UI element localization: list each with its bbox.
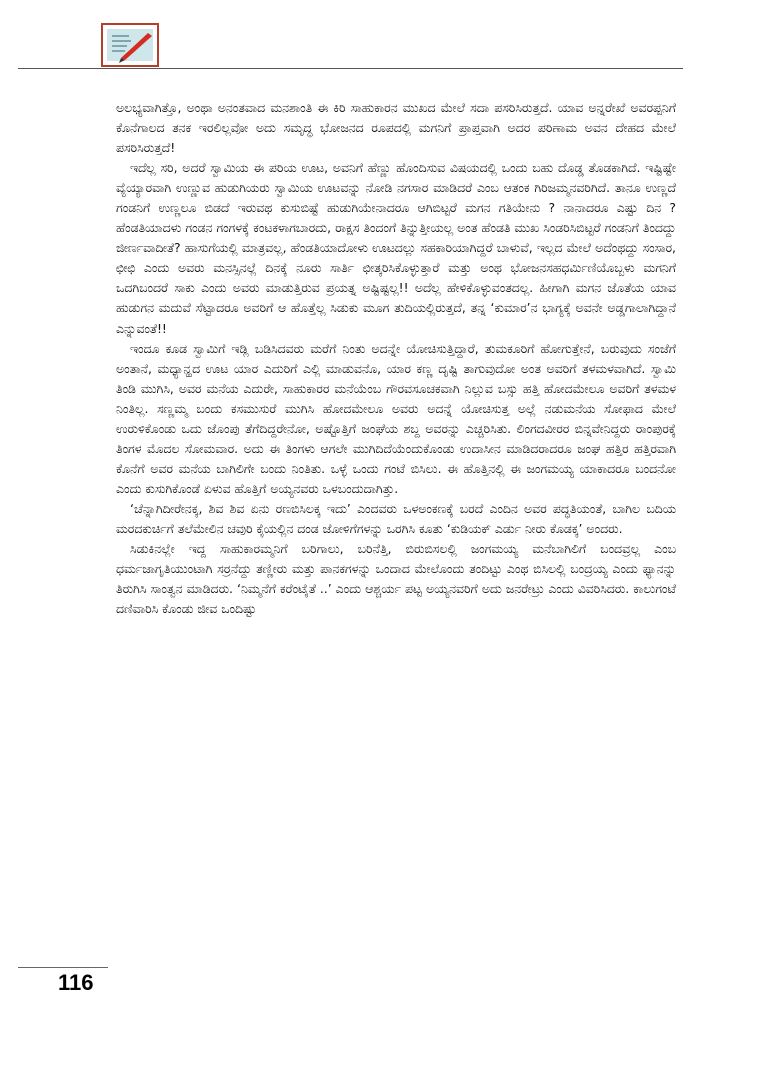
- paragraph: ಇದೆಲ್ಲ ಸರಿ, ಅದರೆ ಸ್ವಾಮಿಯ ಈ ಪರಿಯ ಊಟ, ಅವನಿಗೆ ಹೆಣ್ಣು ಹೊಂದಿಸುವ ವಿಷಯದಲ್ಲಿ ಒಂದು ಬಹು ದೊಡ್ಡ ತೊಡಕಾಗಿದೆ. ಇಷ್ಟಿಷ್ಟೇ ವ್ಯೆಯ್ಯಾರವಾಗಿ ಉಣ್ಣುವ ಹುಡುಗಿಯರು ಸ್ವಾಮಿಯ ಊಟವನ್ನು ನೋಡಿ ನಗಸಾರ ಮಾಡಿದರೆ ಎಂಬ ಆತಂಕ ಗಿರಿಜಮ್ಮನವರಿಗಿದೆ. ತಾನೂ ಉಣ್ಣದೆ ಗಂಡನಿಗೆ ಉಣ್ಣಲೂ ಬಿಡದೆ ಇರುವಥ ಕುಸುಬಿಷ್ಟೆ ಹುಡುಗಿಯೇನಾದರೂ ಆಗಿಬಿಟ್ಟರೆ ಮಗನ ಗತಿಯೇನು ? ನಾನಾದರೂ ಎಷ್ಟು ದಿನ ? ಹೆಂಡತಿಯಾದಳು ಗಂಡನ ಗಂಗಳಕ್ಕೆ ಕಂಟಕಳಾಗಬಾರದು, ರಾಕ್ಷಸ ತಿಂದಂಗೆ ತಿನ್ನುತ್ತೀಯಲ್ಲ ಅಂತ ಹೆಂಡತಿ ಮುಖ ಸಿಂಡರಿಸಿಬಿಟ್ಟರೆ ಗಂಡನಿಗೆ ತಿಂದದ್ದು ಜೀರ್ಣವಾದೀತೆ? ಹಾಸುಗೆಯಲ್ಲಿ ಮಾತ್ರವಲ್ಲ, ಹೆಂಡತಿಯಾದೋಳು ಊಟದಲ್ಲು ಸಹಕಾರಿಯಾಗಿದ್ದರೆ ಬಾಳುವೆ, ಇಲ್ಲದ ಮೇಲೆ ಅದೆಂಥದ್ದು ಸಂಸಾರ, ಛೀಛಿ ಎಂದು ಅವರು ಮನಸ್ಸಿನಲ್ಲೆ ದಿನಕ್ಕೆ ನೂರು ಸಾರ್ತಿ ಛೀತ್ಕರಿಸಿಕೊಳ್ಳುತ್ತಾರೆ ಮತ್ತು ಅಂಥ ಭೋಜನಸಹಧರ್ಮಿಣಿಯೊಬ್ಬಳು ಮಗನಿಗೆ ಒದಗಿಬಂದರೆ ಸಾಕು ಎಂದು ಅವರು ಮಾಡುತ್ತಿರುವ ಪ್ರಯತ್ನ ಅಷ್ಟಿಷ್ಟಲ್ಲ!! ಅದೆಲ್ಲ ಹೇಳಿಕೊಳ್ಳುವಂತದಲ್ಲ. ಹೀಗಾಗಿ ಮಗನ ಜೊತೆಯ ಯಾವ ಹುಡುಗನ ಮದುವೆ ಸೆಟ್ಟಾದರೂ ಅವರಿಗೆ ಆ ಹೊತ್ತೆಲ್ಲ ಸಿಡುಕು ಮೂಗ ತುದಿಯಲ್ಲಿರುತ್ತದೆ, ತನ್ನ ‘ಕುಮಾರ’ನ ಭಾಗ್ಯಕ್ಕೆ ಅವನೇ ಅಡ್ಡಗಾಲಾಗಿದ್ದಾನೆ ಎನ್ನುವಂತೆ!!: [116, 160, 676, 336]
- paragraph: ಅಲಭ್ಯವಾಗಿತ್ತೊ, ಅಂಥಾ ಅನಂತವಾದ ಮನಶಾಂತಿ ಈ ಕಿರಿ ಸಾಹುಕಾರನ ಮುಖದ ಮೇಲೆ ಸದಾ ಪಸರಿಸಿರುತ್ತದೆ. ಯಾವ ಅನ್ನರೇಖೆ ಅವರಪ್ಪನಿಗೆ ಕೊನೆಗಾಲದ ತನಕ ಇರಲಿಲ್ಲವೋ ಅದು ಸಮೃದ್ಧ ಭೋಜನದ ರೂಪದಲ್ಲಿ ಮಗನಿಗೆ ಪ್ರಾಪ್ತವಾಗಿ ಅದರ ಪರಿಣಾಮ ಅವನ ದೇಹದ ಮೇಲೆ ಪಸರಿಸಿರುತ್ತದೆ!: [116, 100, 676, 156]
- paragraph: ಇಂದೂ ಕೂಡ ಸ್ವಾಮಿಗೆ ಇಡ್ಲಿ ಬಡಿಸಿದವರು ಮರೆಗೆ ನಿಂತು ಅದನ್ನೇ ಯೋಚಿಸುತ್ತಿದ್ದಾರೆ, ತುಮಕೂರಿಗೆ ಹೋಗುತ್ತೇನೆ, ಬರುವುದು ಸಂಜೆಗೆ ಅಂತಾನೆ, ಮಧ್ಯಾನ್ಹದ ಊಟ ಯಾರ ಎದುರಿಗೆ ಎಲ್ಲಿ ಮಾಡುವನೊ, ಯಾರ ಕಣ್ಣ ದೃಷ್ಟಿ ತಾಗುವುದೋ ಅಂತ ಅವರಿಗೆ ತಳಮಳವಾಗಿದೆ. ಸ್ವಾಮಿ ತಿಂಡಿ ಮುಗಿಸಿ, ಅವರ ಮನೆಯ ಎದುರೇ, ಸಾಹುಕಾರರ ಮನೆಯೆಂಬ ಗೌರವಸೂಚಕವಾಗಿ ನಿಲ್ಲುವ ಬಸ್ಸು ಹತ್ತಿ ಹೋದಮೇಲೂ ಅವರಿಗೆ ತಳಮಳ ನಿಂತಿಲ್ಲ. ಸಣ್ಣಮ್ಮ ಬಂದು ಕಸಮುಸುರೆ ಮುಗಿಸಿ ಹೋದಮೇಲೂ ಅವರು ಅದನ್ನೆ ಯೋಚಿಸುತ್ತ ಅಲ್ಲೆ ನಡುಮನೆಯ ಸೋಫಾದ ಮೇಲೆ ಉರುಳಿಕೊಂಡು ಒದು ಜೊಂಪು ತೆಗೆದಿದ್ದರೇನೋ, ಅಷ್ಟೊತ್ತಿಗೆ ಜಂಘೆಯ ಶಬ್ದ ಅವರನ್ನು ಎಚ್ಚರಿಸಿತು. ಲಿಂಗದವೀರರ ಬಿನ್ನವೇನಿದ್ದರು ರಾಂಪುರಕ್ಕೆ ತಿಂಗಳ ಮೊದಲ ಸೋಮವಾರ. ಅದು ಈ ತಿಂಗಳು ಆಗಲೇ ಮುಗಿದಿದೆಯೆಂದುಕೊಂಡು ಉದಾಸೀನ ಮಾಡಿದರಾದರೂ ಜಂಘ ಹತ್ತಿರ ಹತ್ತಿರವಾಗಿ ಕೊನೆಗೆ ಅವರ ಮನೆಯ ಬಾಗಿಲಿಗೇ ಬಂದು ನಿಂತಿತು. ಒಳ್ಳೆ ಒಂದು ಗಂಟೆ ಬಿಸಿಲು. ಈ ಹೊತ್ತಿನಲ್ಲಿ ಈ ಜಂಗಮಯ್ಯ ಯಾಕಾದರೂ ಬಂದನೋ ಎಂದು ಕುಸುಗಿಕೊಂಡೆ ಏಳುವ ಹೊತ್ತಿಗೆ ಅಯ್ಯನವರು ಒಳಬಂದುದಾಗಿತ್ತು.: [116, 340, 676, 496]
- body-text: [116, 98, 676, 619]
- header-rule: [18, 68, 683, 69]
- page-number: 116: [58, 970, 94, 995]
- paragraph: ‘ಚೆನ್ನಾಗಿದೀರೇನಕ್ಕ, ಶಿವ ಶಿವ ಏನು ರಣಬಿಸಿಲಕ್ಕ ಇದು’ ಎಂದವರು ಒಳಅಂಕಣಕ್ಕೆ ಬರದೆ ಎಂದಿನ ಅವರ ಪದ್ಧತಿಯಂತೆ, ಬಾಗಿಲ ಬದಿಯ ಮರದಕುರ್ಚಿಗೆ ತಲೆಮೇಲಿನ ಚವುರಿ ಕೈಯಲ್ಲಿನ ದಂಡ ಜೋಳಿಗೆಗಳನ್ನು ಒರಗಿಸಿ ಕೂತು ‘ಕುಡಿಯಕ್ ಎರ್ಡು ನೀರು ಕೊಡಕ್ಕ’ ಅಂದರು.: [116, 500, 676, 536]
- paragraph: ಸಿಡುಕಿನಲ್ಲೇ ಇದ್ದ ಸಾಹುಕಾರಮ್ಮನಿಗೆ ಬರಿಗಾಲು, ಬರಿನೆತ್ತಿ, ಬಿರುಬಿಸಲಲ್ಲಿ ಜಂಗಮಯ್ಯ ಮನೆಬಾಗಿಲಿಗೆ ಬಂದವ್ರಲ್ಲ ಎಂಬ ಧರ್ಮಜಾಗೃತಿಯುಂಟಾಗಿ ಸರ್ರನೆದ್ದು ತಣ್ಣೀರು ಮತ್ತು ಪಾನಕಗಳನ್ನು ಒಂದಾದ ಮೇಲೊಂದು ತಂದಿಟ್ಟು ಎಂಥ ಬಿಸಿಲಲ್ಲಿ ಬಂದ್ರಯ್ಯ ಎಂದು ಫ್ಯಾನನ್ನು ತಿರುಗಿಸಿ ಸಾಂತ್ವನ ಮಾಡಿದರು. ‘ನಿಮ್ಮನೆಗೆ ಕರೆಂಟೈತೆ ..’ ಎಂದು ಆಶ್ಚರ್ಯ ಪಟ್ಟ ಅಯ್ಯನವರಿಗೆ ಅದು ಜನರೇಟ್ರು ಎಂದು ವಿವರಿಸಿದರು. ಕಾಲುಗಂಟೆ ದಣಿವಾರಿಸಿ ಕೊಂಡು ಜೀವ ಒಂದಿಷ್ಟು: [116, 541, 676, 617]
- book-quill-logo: [101, 23, 159, 67]
- footer-rule: [18, 967, 108, 968]
